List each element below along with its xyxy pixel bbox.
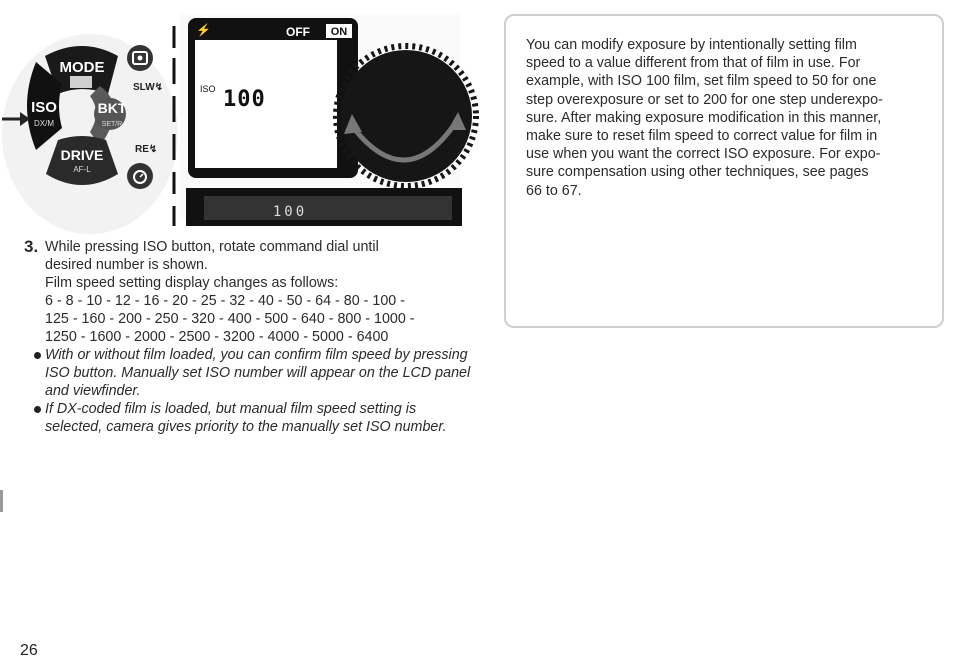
tip-line: speed to a value different from that of film in use. For bbox=[526, 55, 861, 72]
mode-label: MODE bbox=[59, 59, 105, 76]
speed-line: 125 - 160 - 200 - 250 - 320 - 400 - 500 - 640 - 800 - 1000 - bbox=[45, 311, 415, 327]
camera-control-illustration bbox=[0, 14, 480, 239]
lcd-iso-value: 100 bbox=[223, 87, 266, 112]
speed-line: 1250 - 1600 - 2000 - 2500 - 3200 - 4000 - 5000 - 6400 bbox=[45, 329, 389, 345]
speed-line: 6 - 8 - 10 - 12 - 16 - 20 - 25 - 32 - 40 - 50 - 64 - 80 - 100 - bbox=[45, 293, 405, 309]
drive-label: DRIVE bbox=[60, 147, 104, 163]
tip-line: You can modify exposure by intentionally setting film bbox=[526, 37, 857, 53]
tip-line: 66 to 67. bbox=[526, 182, 582, 199]
lcd-panel bbox=[188, 18, 358, 178]
slow-sync-label: SLW↯ bbox=[133, 82, 164, 93]
tip-line: example, with ISO 100 film, set film speed to 50 for one bbox=[526, 73, 877, 90]
red-eye-label: RE↯ bbox=[135, 144, 158, 155]
bkt-sub-label: SET/R bbox=[101, 121, 123, 128]
tip-line: use when you want the correct ISO exposure. For expo- bbox=[526, 146, 881, 163]
note-bullet bbox=[34, 346, 474, 400]
note-text: If DX-coded film is loaded, but manual film speed setting is selected, camera gives priority to the manually set ISO number. bbox=[45, 401, 447, 435]
lcd-iso-label: ISO bbox=[200, 84, 216, 94]
viewfinder-display bbox=[186, 188, 462, 226]
tip-line: sure. After making exposure modification in this manner, bbox=[526, 109, 882, 126]
self-timer-icon bbox=[127, 163, 153, 189]
lcd-on-label: ON bbox=[330, 26, 348, 38]
step-line: Film speed setting display changes as follows: bbox=[45, 275, 339, 291]
tip-line: sure compensation using other techniques, see pages bbox=[526, 164, 869, 181]
note-bullet bbox=[34, 400, 474, 436]
step-body bbox=[45, 238, 474, 436]
svg-text:⚡: ⚡ bbox=[196, 23, 211, 37]
iso-sub-label: DX/M bbox=[34, 119, 54, 128]
step-3-instructions bbox=[24, 238, 474, 436]
iso-label: ISO bbox=[31, 99, 57, 116]
step-line: While pressing ISO button, rotate command dial until bbox=[45, 239, 379, 255]
step-number: 3. bbox=[24, 237, 39, 256]
film-speed-sequence bbox=[45, 292, 474, 346]
drive-sub-label: AF-L bbox=[73, 165, 91, 174]
lcd-off-label: OFF bbox=[286, 25, 310, 39]
viewfinder-iso-value: 100 bbox=[272, 204, 308, 220]
tip-line: make sure to reset film speed to correct value for film in bbox=[526, 128, 878, 145]
note-text: With or without film loaded, you can confirm film speed by pressing ISO button. Manually set ISO number will appear on the LCD panel and viewfinder. bbox=[45, 347, 471, 399]
page-edge-mark bbox=[0, 490, 3, 512]
page-number: 26 bbox=[20, 642, 38, 659]
metering-icon bbox=[127, 45, 153, 71]
bkt-label: BKT bbox=[97, 100, 127, 116]
exposure-tip-box bbox=[504, 14, 944, 328]
tip-line: step overexposure or set to 200 for one step underexpo- bbox=[526, 91, 883, 108]
exposure-tip-text bbox=[526, 36, 931, 200]
step-line: desired number is shown. bbox=[45, 257, 208, 273]
